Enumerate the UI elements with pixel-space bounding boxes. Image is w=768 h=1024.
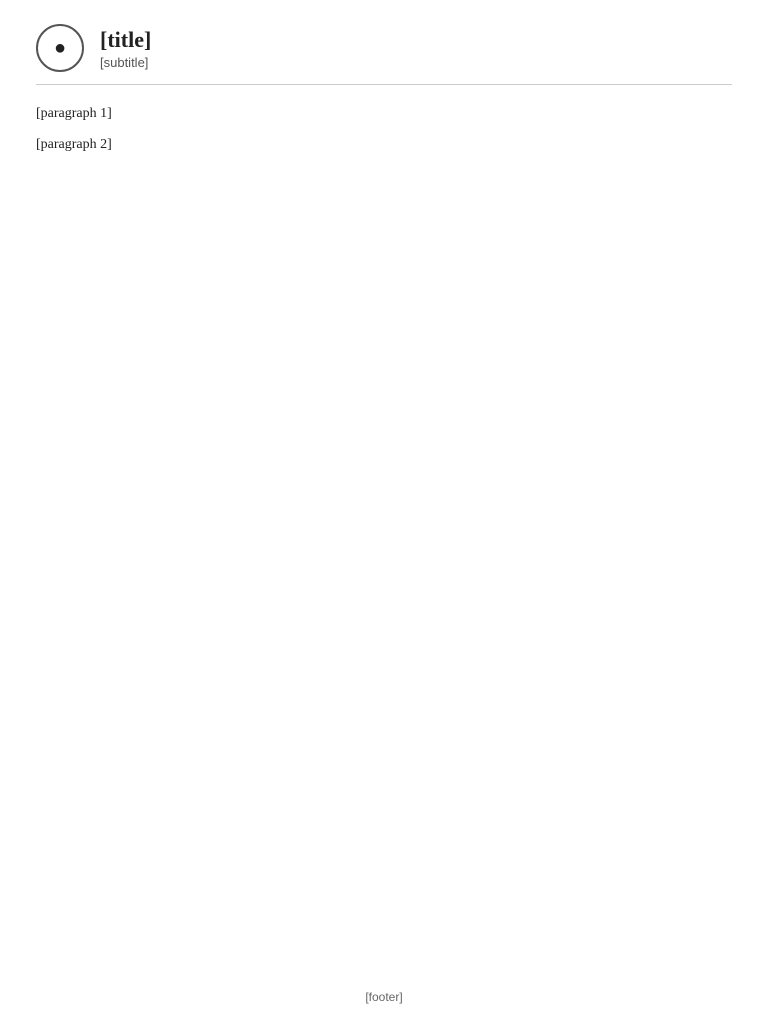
page-subtitle: [subtitle]	[100, 54, 149, 70]
page-title: [title]	[100, 26, 152, 52]
body-content	[36, 103, 732, 155]
header-text	[100, 27, 151, 70]
paragraph: [paragraph 2]	[36, 137, 112, 152]
page-header	[36, 24, 732, 85]
logo-icon: ●	[36, 24, 84, 72]
paragraph: [paragraph 1]	[36, 106, 112, 121]
page-footer: [footer]	[365, 990, 403, 1004]
